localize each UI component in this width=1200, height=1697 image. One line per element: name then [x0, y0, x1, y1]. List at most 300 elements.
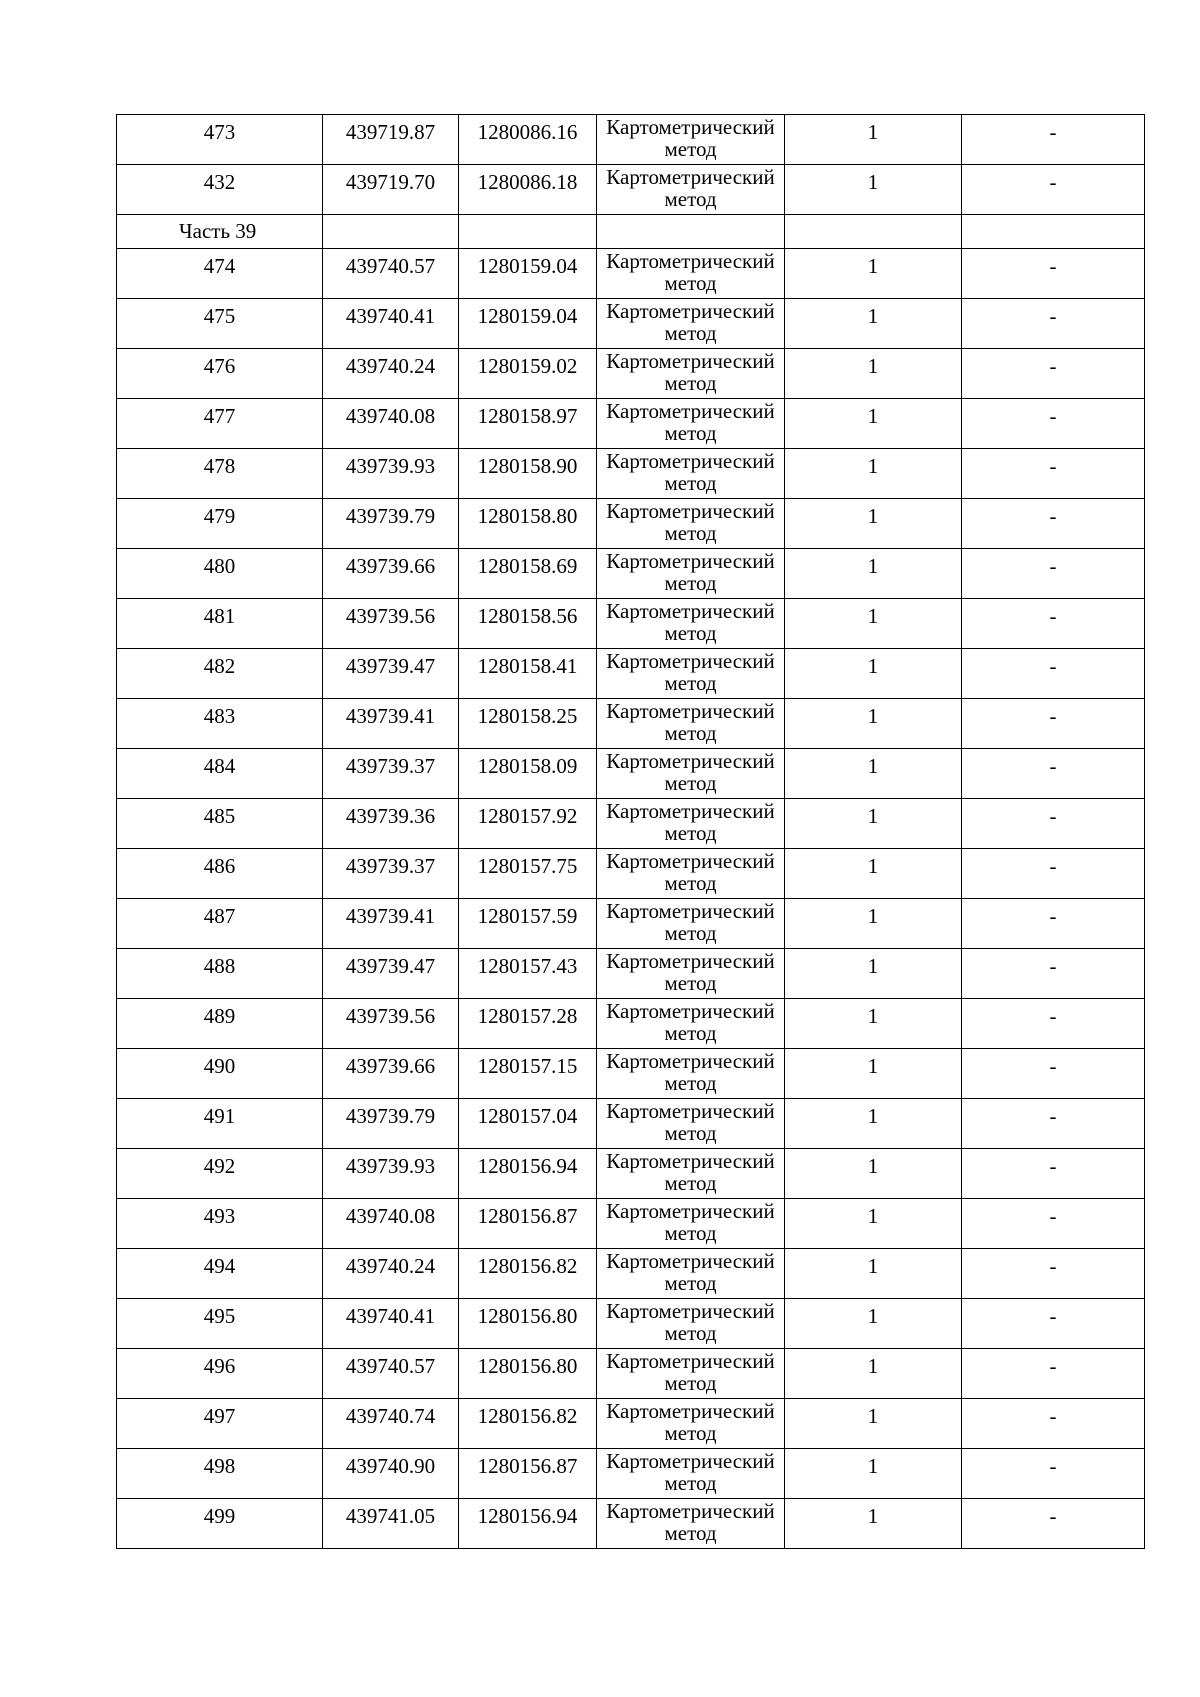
y-coordinate-cell: [459, 949, 597, 999]
accuracy-cell-text: 1: [867, 954, 879, 978]
note-cell-text: -: [1049, 904, 1057, 928]
method-cell-text: Картометрический метод: [606, 1499, 775, 1545]
x-coordinate-cell-text: 439740.57: [345, 254, 436, 278]
accuracy-cell-text: 1: [867, 254, 879, 278]
note-cell: [962, 299, 1145, 349]
note-cell-text: -: [1049, 654, 1057, 678]
y-coordinate-cell: [459, 999, 597, 1049]
table-row: [117, 1249, 1145, 1299]
point-number-cell-text: 494: [203, 1254, 236, 1278]
method-cell: [597, 899, 785, 949]
accuracy-cell: [785, 899, 962, 949]
accuracy-cell-text: 1: [867, 1104, 879, 1128]
x-coordinate-cell: [323, 699, 459, 749]
accuracy-cell: [785, 249, 962, 299]
method-cell-text: Картометрический метод: [606, 1199, 775, 1245]
x-coordinate-cell: [323, 499, 459, 549]
accuracy-cell: [785, 499, 962, 549]
x-coordinate-cell: [323, 1499, 459, 1549]
x-coordinate-cell-text: 439739.47: [345, 954, 436, 978]
y-coordinate-cell-text: 1280158.80: [477, 504, 578, 528]
method-cell: [597, 649, 785, 699]
x-coordinate-cell-text: 439740.74: [345, 1404, 436, 1428]
method-cell: [597, 1349, 785, 1399]
x-coordinate-cell: [323, 165, 459, 215]
x-coordinate-cell-text: 439719.87: [345, 120, 436, 144]
y-coordinate-cell-text: 1280158.41: [477, 654, 578, 678]
point-number-cell: [117, 1449, 323, 1499]
note-cell: [962, 899, 1145, 949]
method-cell-text: Картометрический метод: [606, 115, 775, 161]
table-row: [117, 1049, 1145, 1099]
method-cell: [597, 1199, 785, 1249]
table-row: [117, 1449, 1145, 1499]
x-coordinate-cell: [323, 1149, 459, 1199]
note-cell-text: -: [1049, 854, 1057, 878]
y-coordinate-cell-text: 1280159.04: [477, 304, 578, 328]
accuracy-cell: [785, 999, 962, 1049]
accuracy-cell: [785, 749, 962, 799]
method-cell-text: Картометрический метод: [606, 1449, 775, 1495]
y-coordinate-cell-text: 1280157.92: [477, 804, 578, 828]
x-coordinate-cell-text: 439739.79: [345, 504, 436, 528]
table-row: [117, 699, 1145, 749]
accuracy-cell: [785, 299, 962, 349]
x-coordinate-cell: [323, 1349, 459, 1399]
accuracy-cell: [785, 1049, 962, 1099]
note-cell-text: -: [1049, 354, 1057, 378]
x-coordinate-cell: [323, 799, 459, 849]
point-number-cell: [117, 649, 323, 699]
accuracy-cell-text: 1: [867, 1354, 879, 1378]
x-coordinate-cell-text: 439739.66: [345, 554, 436, 578]
point-number-cell: [117, 549, 323, 599]
y-coordinate-cell-text: 1280156.80: [477, 1354, 578, 1378]
point-number-cell-text: 481: [203, 604, 236, 628]
method-cell: [597, 299, 785, 349]
table-row: [117, 249, 1145, 299]
y-coordinate-cell-text: 1280157.59: [477, 904, 578, 928]
method-cell-text: Картометрический метод: [606, 1399, 775, 1445]
coordinates-table-body: [117, 115, 1145, 1549]
point-number-cell-text: 486: [203, 854, 236, 878]
y-coordinate-cell: [459, 899, 597, 949]
y-coordinate-cell-text: 1280156.87: [477, 1454, 578, 1478]
accuracy-cell: [785, 165, 962, 215]
accuracy-cell-text: 1: [867, 504, 879, 528]
point-number-cell: [117, 949, 323, 999]
point-number-cell: [117, 115, 323, 165]
method-cell-text: Картометрический метод: [606, 849, 775, 895]
accuracy-cell-text: 1: [867, 854, 879, 878]
x-coordinate-cell: [323, 1049, 459, 1099]
note-cell-text: -: [1049, 1104, 1057, 1128]
point-number-cell: [117, 849, 323, 899]
note-cell: [962, 999, 1145, 1049]
note-cell-text: -: [1049, 1454, 1057, 1478]
note-cell: [962, 249, 1145, 299]
x-coordinate-cell-text: 439740.24: [345, 1254, 436, 1278]
y-coordinate-cell: [459, 249, 597, 299]
x-coordinate-cell-text: 439740.41: [345, 304, 436, 328]
accuracy-cell: [785, 549, 962, 599]
point-number-cell-text: 476: [203, 354, 236, 378]
note-cell-text: -: [1049, 704, 1057, 728]
point-number-cell-text: 483: [203, 704, 236, 728]
table-row: [117, 849, 1145, 899]
table-row: [117, 1199, 1145, 1249]
point-number-cell-text: 489: [203, 1004, 236, 1028]
point-number-cell: [117, 499, 323, 549]
x-coordinate-cell-text: 439739.41: [345, 904, 436, 928]
accuracy-cell: [785, 699, 962, 749]
y-coordinate-cell-text: 1280157.15: [477, 1054, 578, 1078]
table-row: [117, 449, 1145, 499]
method-cell: [597, 1149, 785, 1199]
accuracy-cell-text: 1: [867, 554, 879, 578]
point-number-cell-text: 474: [203, 254, 236, 278]
x-coordinate-cell-text: 439739.93: [345, 454, 436, 478]
note-cell-text: -: [1049, 404, 1057, 428]
accuracy-cell-text: 1: [867, 1304, 879, 1328]
point-number-cell-text: 432: [203, 170, 236, 194]
x-coordinate-cell-text: 439739.36: [345, 804, 436, 828]
table-row: [117, 999, 1145, 1049]
note-cell: [962, 1099, 1145, 1149]
y-coordinate-cell: [459, 449, 597, 499]
y-coordinate-cell-text: 1280158.56: [477, 604, 578, 628]
y-coordinate-cell: [459, 1349, 597, 1399]
x-coordinate-cell: [323, 949, 459, 999]
y-coordinate-cell: [459, 1299, 597, 1349]
x-coordinate-cell-text: 439739.56: [345, 1004, 436, 1028]
method-cell-text: Картометрический метод: [606, 649, 775, 695]
method-cell-text: Картометрический метод: [606, 165, 775, 211]
method-cell-text: Картометрический метод: [606, 749, 775, 795]
accuracy-cell: [785, 115, 962, 165]
note-cell-text: -: [1049, 1004, 1057, 1028]
y-coordinate-cell-text: 1280158.97: [477, 404, 578, 428]
point-number-cell: [117, 1299, 323, 1349]
y-coordinate-cell-text: 1280157.43: [477, 954, 578, 978]
point-number-cell: [117, 1199, 323, 1249]
note-cell: [962, 649, 1145, 699]
table-row: [117, 1149, 1145, 1199]
method-cell-text: Картометрический метод: [606, 449, 775, 495]
point-number-cell: [117, 749, 323, 799]
point-number-cell: [117, 599, 323, 649]
part-label: Часть 39: [179, 219, 257, 243]
x-coordinate-cell: [323, 1249, 459, 1299]
point-number-cell: [117, 1049, 323, 1099]
accuracy-cell-text: 1: [867, 1254, 879, 1278]
y-coordinate-cell: [459, 165, 597, 215]
note-cell: [962, 949, 1145, 999]
accuracy-cell-text: 1: [867, 1454, 879, 1478]
y-coordinate-cell: [459, 499, 597, 549]
note-cell: [962, 1449, 1145, 1499]
note-cell-text: -: [1049, 1254, 1057, 1278]
note-cell-text: -: [1049, 454, 1057, 478]
y-coordinate-cell: [459, 115, 597, 165]
table-row: [117, 349, 1145, 399]
x-coordinate-cell-text: 439740.24: [345, 354, 436, 378]
x-coordinate-cell: [323, 449, 459, 499]
accuracy-cell-text: 1: [867, 1204, 879, 1228]
table-row: [117, 949, 1145, 999]
table-row: [117, 749, 1145, 799]
empty-cell: [323, 215, 459, 249]
y-coordinate-cell: [459, 549, 597, 599]
part-header-row: [117, 215, 1145, 249]
empty-cell: [597, 215, 785, 249]
accuracy-cell-text: 1: [867, 704, 879, 728]
table-row: [117, 299, 1145, 349]
method-cell: [597, 1099, 785, 1149]
point-number-cell-text: 491: [203, 1104, 236, 1128]
empty-cell: [962, 215, 1145, 249]
point-number-cell-text: 490: [203, 1054, 236, 1078]
accuracy-cell: [785, 1399, 962, 1449]
note-cell-text: -: [1049, 304, 1057, 328]
method-cell-text: Картометрический метод: [606, 699, 775, 745]
method-cell: [597, 1449, 785, 1499]
method-cell-text: Картометрический метод: [606, 599, 775, 645]
point-number-cell: [117, 1399, 323, 1449]
table-row: [117, 549, 1145, 599]
point-number-cell: [117, 799, 323, 849]
point-number-cell-text: 497: [203, 1404, 236, 1428]
point-number-cell-text: 485: [203, 804, 236, 828]
point-number-cell-text: 477: [203, 404, 236, 428]
x-coordinate-cell: [323, 599, 459, 649]
x-coordinate-cell: [323, 1399, 459, 1449]
note-cell: [962, 849, 1145, 899]
y-coordinate-cell: [459, 1399, 597, 1449]
y-coordinate-cell: [459, 1049, 597, 1099]
note-cell-text: -: [1049, 554, 1057, 578]
accuracy-cell: [785, 1499, 962, 1549]
y-coordinate-cell: [459, 1449, 597, 1499]
x-coordinate-cell: [323, 1449, 459, 1499]
method-cell: [597, 1499, 785, 1549]
accuracy-cell: [785, 399, 962, 449]
y-coordinate-cell: [459, 299, 597, 349]
note-cell-text: -: [1049, 170, 1057, 194]
method-cell-text: Картометрический метод: [606, 949, 775, 995]
coordinates-table: [116, 114, 1145, 1549]
note-cell: [962, 799, 1145, 849]
y-coordinate-cell-text: 1280157.75: [477, 854, 578, 878]
point-number-cell-text: 493: [203, 1204, 236, 1228]
method-cell: [597, 1049, 785, 1099]
note-cell: [962, 165, 1145, 215]
note-cell: [962, 1149, 1145, 1199]
note-cell: [962, 1249, 1145, 1299]
y-coordinate-cell-text: 1280156.82: [477, 1404, 578, 1428]
method-cell: [597, 499, 785, 549]
note-cell-text: -: [1049, 1504, 1057, 1528]
note-cell: [962, 1399, 1145, 1449]
table-row: [117, 165, 1145, 215]
note-cell: [962, 549, 1145, 599]
x-coordinate-cell-text: 439739.41: [345, 704, 436, 728]
method-cell-text: Картометрический метод: [606, 299, 775, 345]
method-cell: [597, 549, 785, 599]
point-number-cell: [117, 249, 323, 299]
accuracy-cell-text: 1: [867, 304, 879, 328]
note-cell: [962, 499, 1145, 549]
note-cell: [962, 749, 1145, 799]
y-coordinate-cell-text: 1280156.87: [477, 1204, 578, 1228]
x-coordinate-cell: [323, 849, 459, 899]
method-cell-text: Картометрический метод: [606, 399, 775, 445]
x-coordinate-cell-text: 439740.08: [345, 404, 436, 428]
point-number-cell-text: 473: [203, 120, 236, 144]
note-cell: [962, 599, 1145, 649]
x-coordinate-cell: [323, 1299, 459, 1349]
point-number-cell-text: 492: [203, 1154, 236, 1178]
accuracy-cell-text: 1: [867, 904, 879, 928]
y-coordinate-cell-text: 1280158.09: [477, 754, 578, 778]
note-cell-text: -: [1049, 504, 1057, 528]
table-row: [117, 649, 1145, 699]
accuracy-cell-text: 1: [867, 1404, 879, 1428]
x-coordinate-cell-text: 439739.79: [345, 1104, 436, 1128]
y-coordinate-cell-text: 1280158.90: [477, 454, 578, 478]
accuracy-cell: [785, 449, 962, 499]
accuracy-cell: [785, 1449, 962, 1499]
accuracy-cell: [785, 949, 962, 999]
note-cell: [962, 1349, 1145, 1399]
x-coordinate-cell-text: 439739.37: [345, 754, 436, 778]
accuracy-cell-text: 1: [867, 354, 879, 378]
note-cell-text: -: [1049, 954, 1057, 978]
accuracy-cell: [785, 1349, 962, 1399]
x-coordinate-cell-text: 439739.37: [345, 854, 436, 878]
table-row: [117, 1499, 1145, 1549]
method-cell-text: Картометрический метод: [606, 249, 775, 295]
note-cell: [962, 115, 1145, 165]
x-coordinate-cell: [323, 999, 459, 1049]
method-cell-text: Картометрический метод: [606, 1099, 775, 1145]
point-number-cell: [117, 399, 323, 449]
empty-cell: [785, 215, 962, 249]
accuracy-cell-text: 1: [867, 804, 879, 828]
x-coordinate-cell: [323, 649, 459, 699]
y-coordinate-cell: [459, 399, 597, 449]
note-cell: [962, 1299, 1145, 1349]
part-label-cell: [117, 215, 323, 249]
note-cell-text: -: [1049, 804, 1057, 828]
note-cell-text: -: [1049, 120, 1057, 144]
x-coordinate-cell: [323, 349, 459, 399]
x-coordinate-cell: [323, 249, 459, 299]
point-number-cell-text: 498: [203, 1454, 236, 1478]
method-cell: [597, 249, 785, 299]
y-coordinate-cell-text: 1280159.02: [477, 354, 578, 378]
accuracy-cell: [785, 849, 962, 899]
note-cell-text: -: [1049, 1354, 1057, 1378]
accuracy-cell-text: 1: [867, 1054, 879, 1078]
method-cell: [597, 849, 785, 899]
y-coordinate-cell-text: 1280157.04: [477, 1104, 578, 1128]
y-coordinate-cell-text: 1280158.25: [477, 704, 578, 728]
point-number-cell: [117, 1149, 323, 1199]
x-coordinate-cell-text: 439741.05: [345, 1504, 436, 1528]
accuracy-cell-text: 1: [867, 454, 879, 478]
note-cell-text: -: [1049, 604, 1057, 628]
method-cell-text: Картометрический метод: [606, 1149, 775, 1195]
x-coordinate-cell: [323, 899, 459, 949]
y-coordinate-cell-text: 1280156.94: [477, 1504, 578, 1528]
empty-cell: [459, 215, 597, 249]
accuracy-cell-text: 1: [867, 170, 879, 194]
table-row: [117, 115, 1145, 165]
accuracy-cell: [785, 1099, 962, 1149]
x-coordinate-cell: [323, 299, 459, 349]
method-cell-text: Картометрический метод: [606, 499, 775, 545]
y-coordinate-cell: [459, 1199, 597, 1249]
x-coordinate-cell: [323, 115, 459, 165]
y-coordinate-cell: [459, 1499, 597, 1549]
x-coordinate-cell: [323, 1099, 459, 1149]
point-number-cell: [117, 449, 323, 499]
method-cell: [597, 399, 785, 449]
method-cell: [597, 449, 785, 499]
note-cell: [962, 399, 1145, 449]
y-coordinate-cell-text: 1280157.28: [477, 1004, 578, 1028]
x-coordinate-cell-text: 439740.90: [345, 1454, 436, 1478]
note-cell-text: -: [1049, 1404, 1057, 1428]
note-cell-text: -: [1049, 1054, 1057, 1078]
method-cell: [597, 999, 785, 1049]
method-cell-text: Картометрический метод: [606, 799, 775, 845]
accuracy-cell-text: 1: [867, 1504, 879, 1528]
y-coordinate-cell-text: 1280156.94: [477, 1154, 578, 1178]
point-number-cell-text: 480: [203, 554, 236, 578]
method-cell: [597, 1399, 785, 1449]
accuracy-cell-text: 1: [867, 1004, 879, 1028]
table-row: [117, 499, 1145, 549]
y-coordinate-cell-text: 1280158.69: [477, 554, 578, 578]
y-coordinate-cell: [459, 849, 597, 899]
note-cell-text: -: [1049, 254, 1057, 278]
point-number-cell: [117, 899, 323, 949]
y-coordinate-cell-text: 1280156.80: [477, 1304, 578, 1328]
point-number-cell: [117, 1349, 323, 1399]
method-cell: [597, 799, 785, 849]
point-number-cell-text: 499: [203, 1504, 236, 1528]
x-coordinate-cell: [323, 749, 459, 799]
x-coordinate-cell-text: 439719.70: [345, 170, 436, 194]
method-cell-text: Картометрический метод: [606, 549, 775, 595]
y-coordinate-cell-text: 1280159.04: [477, 254, 578, 278]
x-coordinate-cell-text: 439739.47: [345, 654, 436, 678]
note-cell: [962, 449, 1145, 499]
point-number-cell: [117, 999, 323, 1049]
x-coordinate-cell-text: 439740.57: [345, 1354, 436, 1378]
point-number-cell-text: 487: [203, 904, 236, 928]
accuracy-cell-text: 1: [867, 404, 879, 428]
y-coordinate-cell-text: 1280086.16: [477, 120, 578, 144]
y-coordinate-cell: [459, 749, 597, 799]
accuracy-cell: [785, 1149, 962, 1199]
note-cell: [962, 1049, 1145, 1099]
y-coordinate-cell-text: 1280156.82: [477, 1254, 578, 1278]
y-coordinate-cell: [459, 349, 597, 399]
method-cell-text: Картометрический метод: [606, 1249, 775, 1295]
